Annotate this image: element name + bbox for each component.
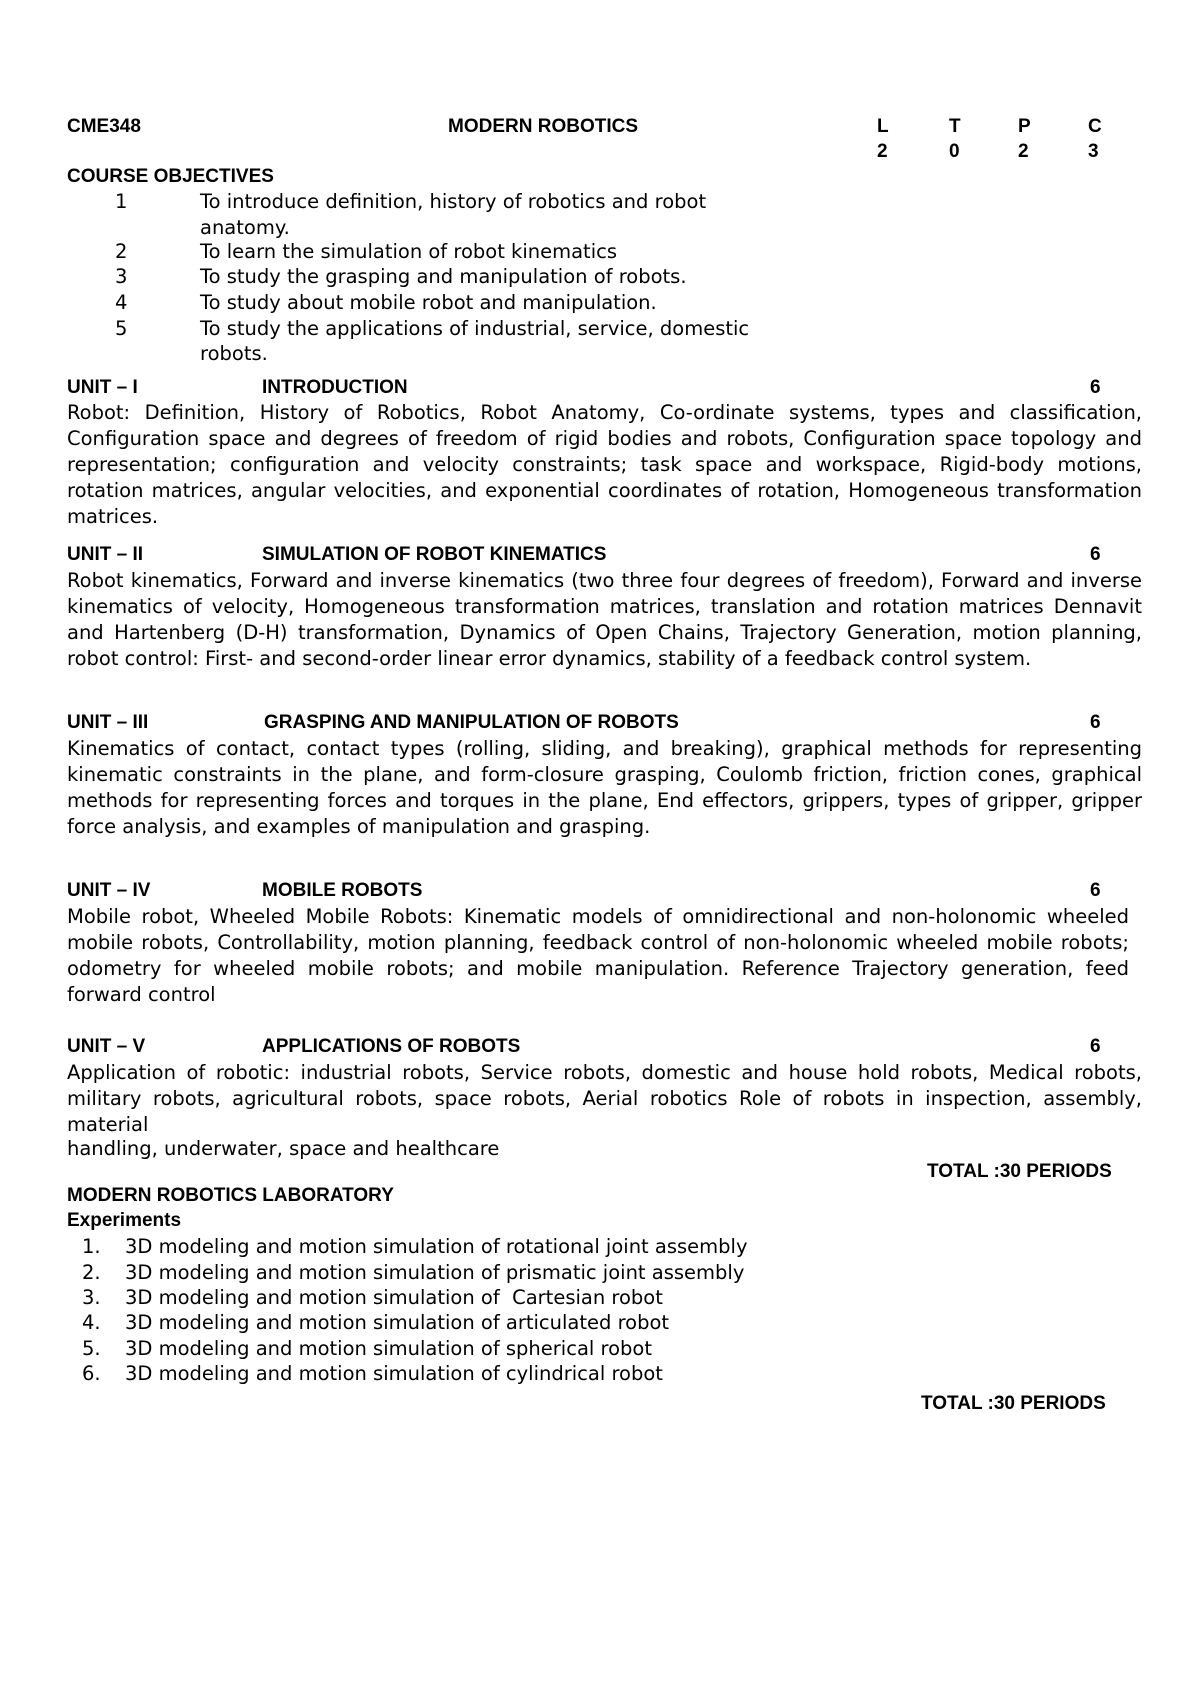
unit-3-header bbox=[67, 712, 1142, 736]
unit-4-content: Mobile robot, Wheeled Mobile Robots: Kinematic models of omnidirectional and non-holonomic wheeled mobile robots, Controllability, motion planning, feedback control of non-holonomic wheeled mobile robots; odometry for wheeled mobile robots; and mobile manipulation. Reference Trajectory generation, feed forward control bbox=[67, 905, 1129, 1006]
objective-text: To learn the simulation of robot kinematics bbox=[200, 240, 617, 263]
objective-text: To study the grasping and manipulation of robots. bbox=[200, 265, 687, 288]
experiment-text: 3D modeling and motion simulation of spherical robot bbox=[125, 1337, 652, 1360]
unit-hours: 6 bbox=[1090, 712, 1101, 733]
experiment-number: 4. bbox=[82, 1311, 101, 1334]
experiment-text: 3D modeling and motion simulation of articulated robot bbox=[125, 1311, 670, 1334]
unit-hours: 6 bbox=[1090, 377, 1101, 398]
unit-label: UNIT – I bbox=[67, 377, 138, 398]
ltpc-value-t: 0 bbox=[949, 141, 960, 162]
ltpc-label-l: L bbox=[877, 116, 889, 137]
unit-5-header bbox=[67, 1036, 1142, 1060]
experiment-text: 3D modeling and motion simulation of rotational joint assembly bbox=[125, 1235, 748, 1258]
lab-total-periods: TOTAL :30 PERIODS bbox=[921, 1393, 1106, 1414]
objective-text: To study about mobile robot and manipulation. bbox=[200, 291, 657, 314]
objective-text: To introduce definition, history of robotics and robot bbox=[200, 190, 707, 213]
unit-1-content: Robot: Definition, History of Robotics, Robot Anatomy, Co-ordinate systems, types and classification, Configuration space and degrees of freedom of rigid bodies and robots, Configuration space topology and representation; configuration and velocity constraints; task space and workspace, Rigid-body motions, rotation matrices, angular velocities, and exponential coordinates of rotation, Homogeneous transformation matrices. bbox=[67, 401, 1142, 528]
objective-text-continued: robots. bbox=[200, 342, 268, 365]
unit-title: INTRODUCTION bbox=[262, 377, 408, 398]
experiment-number: 2. bbox=[82, 1261, 101, 1284]
unit-3-content: Kinematics of contact, contact types (rolling, sliding, and breaking), graphical methods for representing kinematic constraints in the plane, and form-closure grasping, Coulomb friction, friction cones, graphical methods for representing forces and torques in the plane, End effectors, grippers, types of gripper, gripper force analysis, and examples of manipulation and grasping. bbox=[67, 737, 1142, 838]
objective-number: 5 bbox=[115, 317, 128, 340]
unit-label: UNIT – V bbox=[67, 1036, 146, 1057]
objectives-heading: COURSE OBJECTIVES bbox=[67, 166, 274, 187]
objective-number: 3 bbox=[115, 265, 128, 288]
ltpc-label-p: P bbox=[1018, 116, 1031, 137]
unit-title: MOBILE ROBOTS bbox=[262, 880, 423, 901]
unit-5-content-continued: handling, underwater, space and healthcare bbox=[67, 1137, 500, 1160]
unit-2-content: Robot kinematics, Forward and inverse kinematics (two three four degrees of freedom), Forward and inverse kinematics of velocity, Homogeneous transformation matrices, translation and rotation matrices Dennavit and Hartenberg (D-H) transformation, Dynamics of Open Chains, Trajectory Generation, motion planning, robot control: First- and second-order linear error dynamics, stability of a feedback control system. bbox=[67, 569, 1142, 670]
experiment-number: 6. bbox=[82, 1362, 101, 1385]
ltpc-value-l: 2 bbox=[877, 141, 888, 162]
unit-label: UNIT – III bbox=[67, 712, 149, 733]
experiment-number: 1. bbox=[82, 1235, 101, 1258]
experiment-text: 3D modeling and motion simulation of Cartesian robot bbox=[125, 1286, 663, 1309]
ltpc-value-c: 3 bbox=[1088, 141, 1099, 162]
experiment-number: 3. bbox=[82, 1286, 101, 1309]
unit-title: SIMULATION OF ROBOT KINEMATICS bbox=[262, 544, 607, 565]
unit-hours: 6 bbox=[1090, 544, 1101, 565]
objective-number: 1 bbox=[115, 190, 128, 213]
lab-heading: MODERN ROBOTICS LABORATORY bbox=[67, 1185, 394, 1206]
experiment-number: 5. bbox=[82, 1337, 101, 1360]
unit-label: UNIT – II bbox=[67, 544, 144, 565]
unit-hours: 6 bbox=[1090, 880, 1101, 901]
unit-title: GRASPING AND MANIPULATION OF ROBOTS bbox=[264, 712, 679, 733]
objective-number: 2 bbox=[115, 240, 128, 263]
experiment-text: 3D modeling and motion simulation of cylindrical robot bbox=[125, 1362, 663, 1385]
theory-total-periods: TOTAL :30 PERIODS bbox=[927, 1161, 1112, 1182]
ltpc-label-c: C bbox=[1088, 116, 1102, 137]
unit-4-header bbox=[67, 880, 1142, 904]
course-code: CME348 bbox=[67, 116, 141, 137]
unit-hours: 6 bbox=[1090, 1036, 1101, 1057]
unit-label: UNIT – IV bbox=[67, 880, 151, 901]
experiment-text: 3D modeling and motion simulation of prismatic joint assembly bbox=[125, 1261, 745, 1284]
objective-text-continued: anatomy. bbox=[200, 216, 290, 239]
unit-2-header bbox=[67, 544, 1142, 568]
experiments-subheading: Experiments bbox=[67, 1210, 182, 1231]
objective-text: To study the applications of industrial, service, domestic bbox=[200, 317, 750, 340]
unit-title: APPLICATIONS OF ROBOTS bbox=[262, 1036, 521, 1057]
unit-1-header bbox=[67, 377, 1142, 401]
course-title: MODERN ROBOTICS bbox=[448, 116, 638, 137]
ltpc-value-p: 2 bbox=[1018, 141, 1029, 162]
unit-5-content: Application of robotic: industrial robots, Service robots, domestic and house hold robots, Medical robots, military robots, agricultural robots, space robots, Aerial robotics Role of robots in inspection, assembly, material bbox=[67, 1061, 1142, 1136]
objective-number: 4 bbox=[115, 291, 128, 314]
ltpc-label-t: T bbox=[949, 116, 961, 137]
